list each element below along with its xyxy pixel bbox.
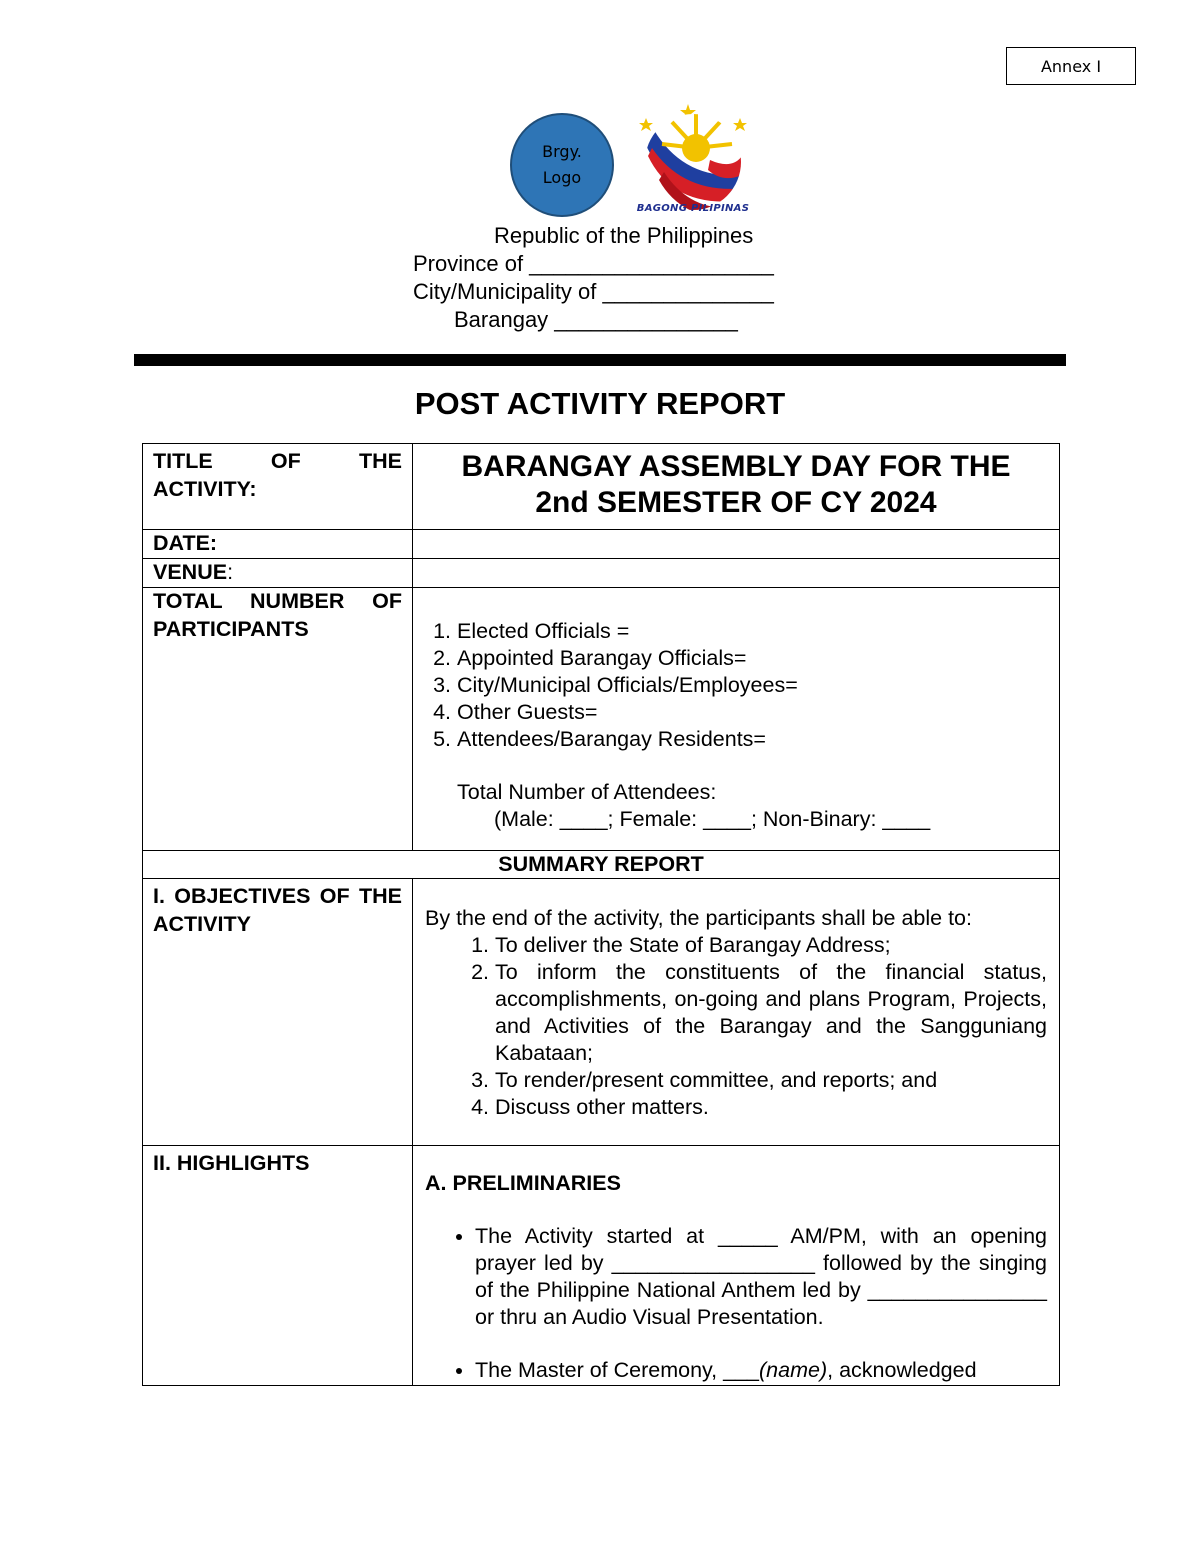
summary-report-heading: SUMMARY REPORT [498,852,704,876]
summary-row [143,851,1060,879]
title-row [143,444,1060,530]
highlights-label: II. HIGHLIGHTS [153,1151,310,1175]
venue-label: VENUE: [153,560,234,584]
objectives-label: I. OBJECTIVES OF THE ACTIVITY [153,884,402,936]
list-item: 3. To render/present committee, and reports; and [495,1067,1047,1094]
list-item: 3. City/Municipal Officials/Employees= [457,672,1059,699]
province-line: Province of ____________________ [413,251,774,276]
venue-value [413,559,1060,588]
barangay-logo-text-line2: Logo [542,168,582,187]
objectives-row [143,879,1060,1146]
date-row [143,530,1060,559]
list-item: 4. Discuss other matters. [495,1094,1047,1121]
participants-list [413,618,1059,753]
city-line: City/Municipality of ______________ [413,279,774,304]
republic-line: Republic of the Philippines [494,223,754,248]
list-item: 5. Attendees/Barangay Residents= [457,726,1059,753]
venue-row [143,559,1060,588]
participants-value [413,588,1060,851]
participants-row [143,588,1060,851]
list-item: 1. Elected Officials = [457,618,1059,645]
barangay-logo-text-line1: Brgy. [542,142,582,161]
activity-title-line2: 2nd SEMESTER OF CY 2024 [535,486,937,519]
objectives-content [413,879,1059,1135]
barangay-line: Barangay _______________ [454,307,738,332]
report-table [142,443,1060,1386]
total-attendees: Total Number of Attendees: [457,780,717,804]
annex-label: Annex I [1006,47,1136,85]
list-item: 1. To deliver the State of Barangay Address; [495,932,1047,959]
date-label: DATE: [153,531,218,555]
activity-title [413,444,1059,529]
list-item: 2. Appointed Barangay Officials= [457,645,1059,672]
highlights-content [413,1146,1059,1385]
list-item: • The Master of Ceremony, ___(name), acknowledged [475,1357,1047,1384]
bagong-pilipinas-text: BAGONG PILIPINAS [636,203,750,214]
gender-breakdown: (Male: ____; Female: ____; Non-Binary: ____ [494,807,931,831]
title-label: TITLE OF THE ACTIVITY: [153,449,402,501]
activity-title-line1: BARANGAY ASSEMBLY DAY FOR THE [461,450,1011,483]
highlights-row [143,1146,1060,1386]
preliminaries-list [425,1223,1047,1384]
header-divider [134,354,1066,366]
list-item: 2. To inform the constituents of the financial status, accomplishments, on-going and plans Program, Projects, and Activities of the Barangay and the Sangguniang Kabataan; [495,959,1047,1067]
objectives-intro: By the end of the activity, the participants shall be able to: [425,906,972,930]
objectives-list [425,932,1047,1121]
list-item: • The Activity started at _____ AM/PM, with an opening prayer led by _________________ followed by the singing of the Philippine National Anthem led by _______________ or thru an Audio Visual Presentation. [475,1223,1047,1331]
barangay-logo-placeholder [510,113,614,217]
list-item: 4. Other Guests= [457,699,1059,726]
participants-label: TOTAL NUMBER OF PARTICIPANTS [153,589,402,641]
page-title: POST ACTIVITY REPORT [414,386,786,421]
date-value [413,530,1060,559]
preliminaries-heading: A. PRELIMINARIES [425,1171,621,1195]
